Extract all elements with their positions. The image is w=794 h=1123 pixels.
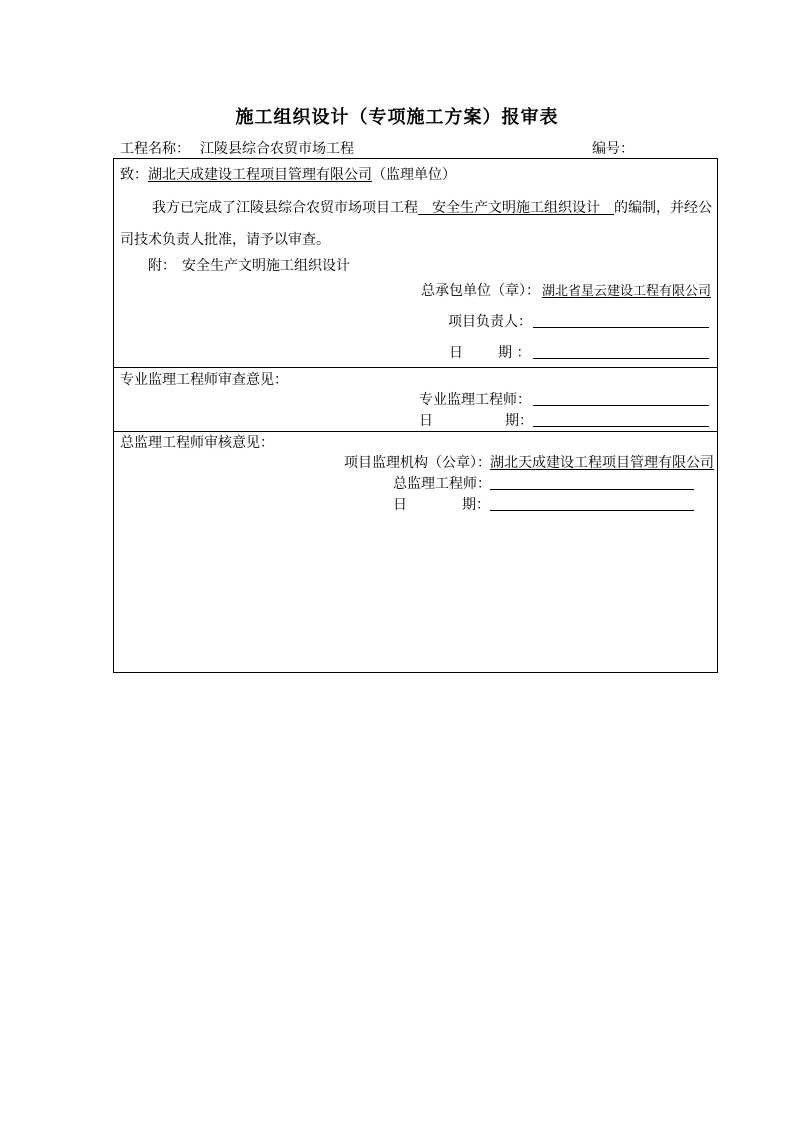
- manager-signature-field[interactable]: [533, 327, 709, 328]
- date-field-2[interactable]: [533, 426, 709, 427]
- section2-heading: 专业监理工程师审查意见：: [120, 372, 288, 388]
- body-suffix: 的编制，并经公: [614, 200, 712, 216]
- to-company: 湖北天成建设工程项目管理有限公司: [148, 167, 372, 183]
- chief-label: 总监理工程师：: [393, 476, 491, 492]
- date-label-1b: 期 ：: [498, 345, 531, 361]
- to-line: [120, 167, 456, 183]
- attach-label: 附：: [148, 258, 176, 274]
- manager-label: 项目负责人：: [448, 314, 532, 330]
- contractor-name: 湖北省星云建设工程有限公司: [542, 284, 712, 299]
- body-prefix: 我方已完成了江陵县综合农贸市场项目工程: [152, 200, 418, 216]
- page-title: 施工组织设计（专项施工方案）报审表: [235, 107, 559, 128]
- org-label: 项目监理机构（公章）：: [344, 455, 491, 471]
- date-field-1[interactable]: [533, 358, 709, 359]
- engineer-label: 专业监理工程师：: [419, 392, 531, 408]
- number-label: 编号：: [592, 141, 634, 157]
- body-line-1: [152, 200, 712, 216]
- section3-heading: 总监理工程师审核意见：: [120, 435, 274, 451]
- contractor-label: 总承包单位（章）：: [421, 283, 540, 299]
- org-name: 湖北天成建设工程项目管理有限公司: [490, 455, 714, 471]
- to-label: 致：: [120, 167, 148, 183]
- body-item: 安全生产文明施工组织设计: [418, 200, 614, 216]
- date-label-2a: 日: [419, 413, 433, 429]
- to-suffix: （监理单位）: [372, 167, 456, 183]
- section-divider-1: [113, 367, 717, 368]
- date-label-3a: 日: [393, 497, 407, 513]
- date-field-3[interactable]: [490, 510, 694, 511]
- attach-item: 安全生产文明施工组织设计: [182, 258, 350, 274]
- date-label-3b: 期：: [462, 497, 490, 513]
- body-line-2: 司技术负责人批准，请予以审查。: [120, 232, 330, 248]
- date-label-1a: 日: [449, 345, 463, 361]
- date-label-2b: 期：: [505, 413, 533, 429]
- chief-signature-field[interactable]: [490, 489, 694, 490]
- project-name: 江陵县综合农贸市场工程: [200, 141, 354, 157]
- project-label: 工程名称：: [120, 141, 190, 157]
- engineer-signature-field[interactable]: [533, 405, 709, 406]
- section-divider-2: [113, 431, 717, 432]
